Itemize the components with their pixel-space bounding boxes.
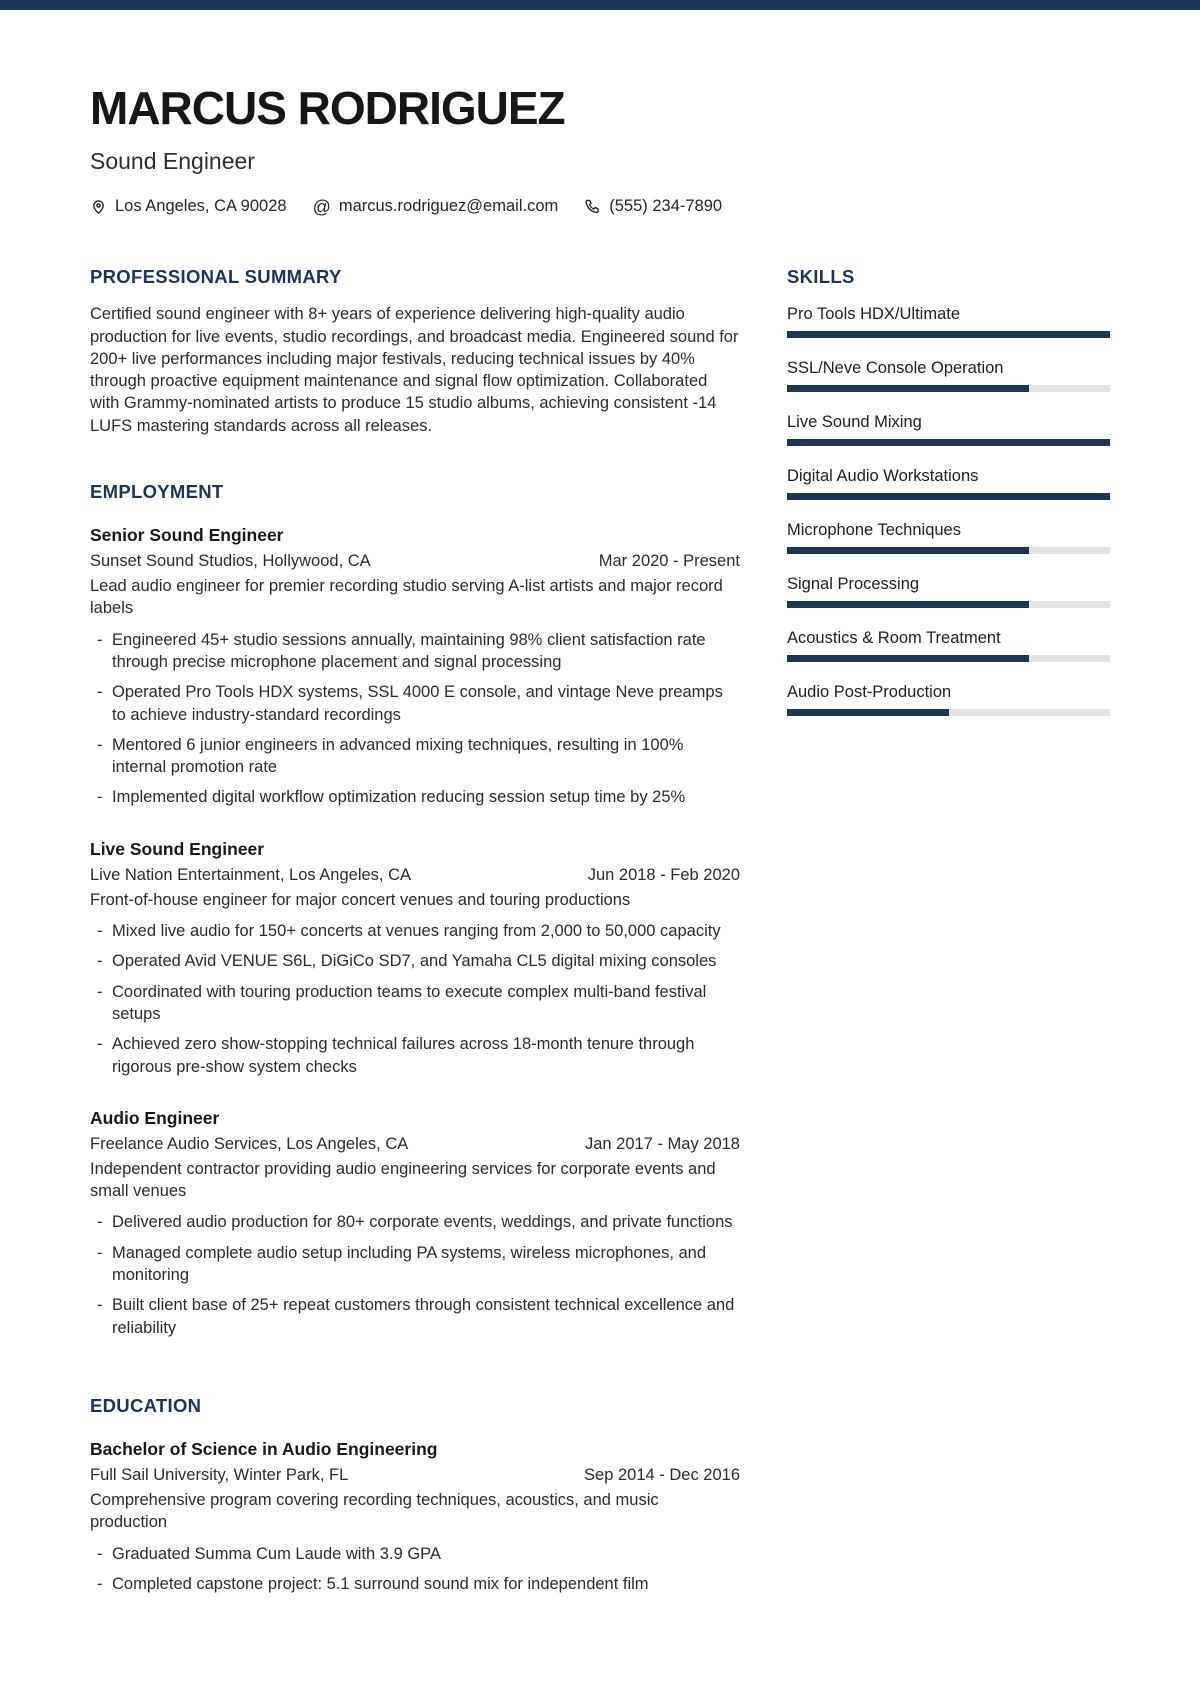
job-dates: Mar 2020 - Present — [598, 552, 740, 571]
employment-section — [90, 481, 740, 1339]
company-row — [90, 864, 740, 886]
contact-email-text: marcus.rodriguez@email.com — [338, 197, 559, 216]
bullet-item: - Built client base of 25+ repeat customers through consistent technical excellence and reliability — [90, 1294, 740, 1339]
skill-bar-track — [787, 385, 1110, 392]
skill-item — [787, 682, 1110, 716]
main-column — [90, 266, 740, 1595]
skill-bar-track — [787, 547, 1110, 554]
job-description: Lead audio engineer for premier recording studio serving A-list artists and major record labels — [90, 577, 723, 618]
summary-heading: PROFESSIONAL SUMMARY — [90, 266, 342, 288]
bullet-item: - Coordinated with touring production teams to execute complex multi-band festival setups — [90, 981, 740, 1026]
job-dates: Jun 2018 - Feb 2020 — [587, 865, 740, 884]
job-entry — [90, 837, 740, 1078]
job-bullets — [90, 1211, 740, 1338]
job-title: Audio Engineer — [90, 1107, 220, 1128]
skill-name: SSL/Neve Console Operation — [787, 359, 1004, 378]
accent-topbar — [0, 0, 1200, 10]
bullet-item: - Managed complete audio setup including PA systems, wireless microphones, and monitoring — [90, 1242, 740, 1287]
contact-location-text: Los Angeles, CA 90028 — [115, 197, 287, 216]
job-description: Independent contractor providing audio engineering services for corporate events and small venues — [90, 1159, 716, 1201]
job-entry — [90, 523, 740, 809]
employment-heading: EMPLOYMENT — [90, 481, 224, 503]
skill-name: Live Sound Mixing — [787, 413, 922, 432]
skill-name: Signal Processing — [787, 575, 920, 594]
skill-name: Audio Post-Production — [787, 683, 952, 702]
bullet-item: - Achieved zero show-stopping technical failures across 18-month tenure through rigorous pre-show system checks — [90, 1033, 740, 1078]
bullet-item: - Mixed live audio for 150+ concerts at venues ranging from 2,000 to 50,000 capacity — [90, 920, 740, 942]
phone-icon — [584, 198, 601, 215]
summary-text: Certified sound engineer with 8+ years of experience delivering high-quality audio production for live events, studio recordings, and broadcast media. Engineered sound for 200+ live performances including major festivals, reducing technical issues by 40% through proactive equipment maintenance and signal flow optimization. Collaborated with Grammy-nominated artists to produce 15 studio albums, achieving consistent -14 LUFS mastering standards across all releases. — [90, 305, 739, 435]
contact-phone — [584, 197, 722, 216]
education-section — [90, 1395, 740, 1595]
company-name: Live Nation Entertainment, Los Angeles, CA — [90, 865, 412, 884]
skills-list — [787, 304, 1110, 716]
skill-item — [787, 574, 1110, 608]
company-name: Freelance Audio Services, Los Angeles, CA — [90, 1134, 409, 1153]
bullet-item: - Mentored 6 junior engineers in advanced mixing techniques, resulting in 100% internal promotion rate — [90, 734, 740, 779]
skills-section — [787, 266, 1110, 716]
skill-bar-track — [787, 601, 1110, 608]
education-bullets — [90, 1543, 740, 1596]
contact-location — [90, 197, 287, 216]
skill-name: Pro Tools HDX/Ultimate — [787, 305, 961, 324]
skill-bar-fill — [787, 493, 1110, 500]
bullet-item: - Engineered 45+ studio sessions annually, maintaining 98% client satisfaction rate through precise microphone placement and signal processing — [90, 629, 740, 674]
bullet-item: - Completed capstone project: 5.1 surround sound mix for independent film — [90, 1573, 740, 1595]
candidate-job-title: Sound Engineer — [90, 148, 255, 175]
bullet-item: - Operated Pro Tools HDX systems, SSL 4000 E console, and vintage Neve preamps to achieve industry-standard recordings — [90, 681, 740, 726]
bullet-item: - Graduated Summa Cum Laude with 3.9 GPA — [90, 1543, 740, 1565]
skill-bar-fill — [787, 709, 949, 716]
bullet-item: - Delivered audio production for 80+ corporate events, weddings, and private functions — [90, 1211, 740, 1233]
skills-heading: SKILLS — [787, 266, 855, 288]
skill-item — [787, 466, 1110, 500]
candidate-name: MARCUS RODRIGUEZ — [90, 82, 565, 134]
school-row — [90, 1464, 740, 1486]
education-description: Comprehensive program covering recording techniques, acoustics, and music production — [90, 1490, 659, 1532]
skill-name: Acoustics & Room Treatment — [787, 629, 1001, 648]
bullet-item: - Operated Avid VENUE S6L, DiGiCo SD7, and Yamaha CL5 digital mixing consoles — [90, 950, 740, 972]
company-row — [90, 550, 740, 572]
skill-name: Microphone Techniques — [787, 521, 961, 540]
summary-section — [90, 266, 740, 437]
skill-bar-fill — [787, 547, 1029, 554]
job-dates: Jan 2017 - May 2018 — [584, 1134, 740, 1153]
skill-item — [787, 520, 1110, 554]
contact-email — [313, 197, 559, 216]
skill-bar-fill — [787, 439, 1110, 446]
sidebar-column — [787, 266, 1110, 1595]
skill-bar-track — [787, 709, 1110, 716]
jobs-list — [90, 523, 740, 1339]
company-row — [90, 1133, 740, 1155]
skill-bar-fill — [787, 655, 1029, 662]
skill-bar-track — [787, 493, 1110, 500]
skill-bar-track — [787, 331, 1110, 338]
school-name: Full Sail University, Winter Park, FL — [90, 1465, 349, 1484]
skill-bar-track — [787, 439, 1110, 446]
skill-item — [787, 358, 1110, 392]
job-description: Front-of-house engineer for major concert venues and touring productions — [90, 890, 631, 909]
resume-header — [0, 84, 1200, 216]
contact-row — [90, 197, 1110, 216]
job-bullets — [90, 629, 740, 809]
bullet-item: - Implemented digital workflow optimization reducing session setup time by 25% — [90, 786, 740, 808]
at-icon: @ — [312, 196, 331, 217]
company-name: Sunset Sound Studios, Hollywood, CA — [90, 552, 371, 571]
map-pin-icon — [90, 198, 107, 215]
education-dates: Sep 2014 - Dec 2016 — [584, 1465, 740, 1484]
contact-phone-text: (555) 234-7890 — [609, 197, 723, 216]
skill-bar-track — [787, 655, 1110, 662]
degree-title: Bachelor of Science in Audio Engineering — [90, 1438, 438, 1459]
job-entry — [90, 1106, 740, 1339]
skill-bar-fill — [787, 601, 1029, 608]
skill-item — [787, 304, 1110, 338]
skill-bar-fill — [787, 331, 1110, 338]
content-columns — [0, 266, 1200, 1595]
job-bullets — [90, 920, 740, 1078]
education-heading: EDUCATION — [90, 1394, 202, 1416]
education-entry — [90, 1437, 740, 1595]
skill-item — [787, 628, 1110, 662]
skill-name: Digital Audio Workstations — [787, 467, 979, 486]
job-title: Live Sound Engineer — [90, 838, 265, 859]
job-title: Senior Sound Engineer — [90, 525, 284, 546]
skill-bar-fill — [787, 385, 1029, 392]
skill-item — [787, 412, 1110, 446]
